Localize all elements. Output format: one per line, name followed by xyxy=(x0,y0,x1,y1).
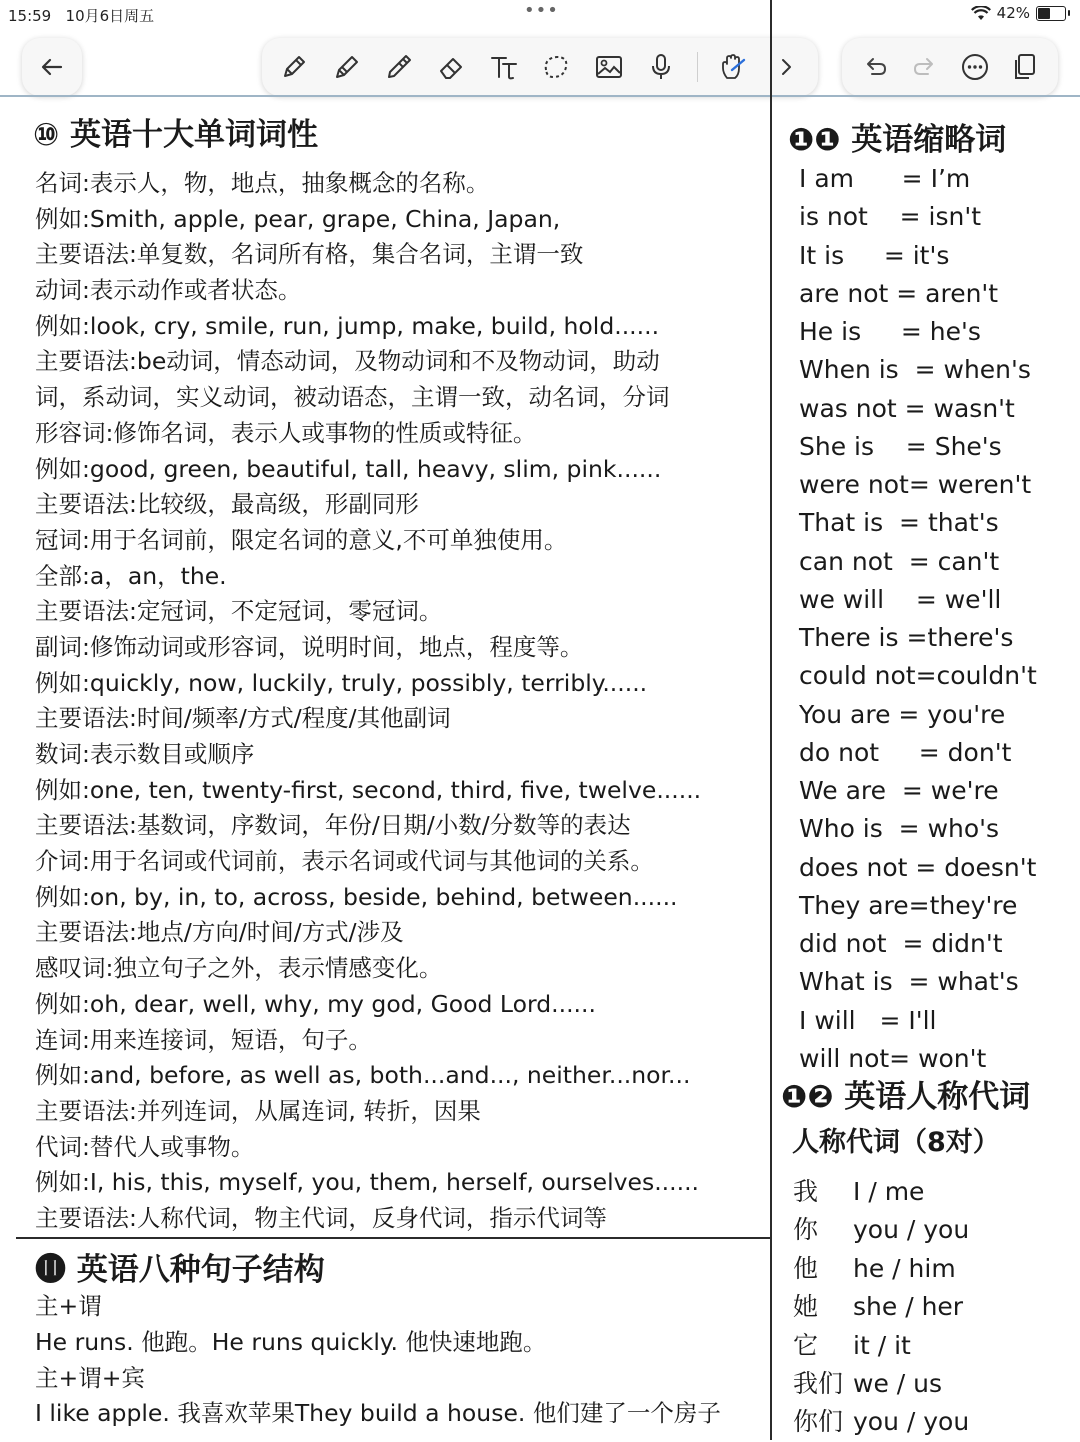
note-line: 主要语法:人称代词，物主代词，反身代词，指示代词等 xyxy=(35,1203,607,1232)
status-right xyxy=(971,4,1070,22)
pronoun-en: he / him xyxy=(853,1253,956,1283)
abbreviation-line: We are = we're xyxy=(799,776,999,805)
more-icon[interactable] xyxy=(958,50,992,84)
pen-icon[interactable] xyxy=(277,50,311,84)
abbreviation-line: could not=couldn't xyxy=(799,661,1037,691)
abbreviation-line: is not = isn't xyxy=(799,202,982,232)
abbreviation-line: What is = what's xyxy=(799,967,1019,997)
note-line: 冠词:用于名词前，限定名词的意义,不可单独使用。 xyxy=(35,525,568,554)
pronoun-en: I / me xyxy=(853,1177,925,1206)
abbreviation-list xyxy=(799,160,1037,1078)
word-class-list xyxy=(35,166,701,1237)
abbreviation-line: Who is = who's xyxy=(799,814,1000,844)
lasso-icon[interactable] xyxy=(539,50,573,84)
abbreviation-line: You are = you're xyxy=(799,699,1006,729)
abbreviation-line: we will = we'll xyxy=(799,584,1002,614)
pronoun-row xyxy=(793,1250,969,1288)
pronoun-subtitle: 人称代词（8对） xyxy=(792,1127,1000,1158)
pronoun-en: it / it xyxy=(853,1330,911,1360)
note-line: 例如:good, green, beautiful, tall, heavy, slim, pink...... xyxy=(35,454,662,483)
marker-icon[interactable] xyxy=(382,50,416,84)
hand-gesture-icon[interactable] xyxy=(716,50,750,84)
note-line: 形容词:修饰名词，表示人或事物的性质或特征。 xyxy=(35,418,537,447)
eraser-icon[interactable] xyxy=(435,50,469,84)
note-line: 动词:表示动作或者状态。 xyxy=(35,276,302,305)
note-line: 主要语法:比较级，最高级，形副同形 xyxy=(35,490,419,519)
top-divider-right xyxy=(772,95,1080,97)
pronoun-row xyxy=(793,1403,969,1441)
tools-pill xyxy=(262,38,818,96)
pencil-icon[interactable] xyxy=(330,50,364,84)
status-time: 15:59 xyxy=(8,7,52,25)
arrow-left-icon[interactable] xyxy=(35,50,69,84)
note-line: 主要语法:地点/方向/时间/方式/涉及 xyxy=(35,918,404,947)
note-line: 主+谓 xyxy=(35,1292,102,1320)
abbreviation-line: were not= weren't xyxy=(799,470,1032,499)
note-line: 例如:oh, dear, well, why, my god, Good Lord...... xyxy=(35,989,596,1018)
multitasking-dots[interactable]: ••• xyxy=(524,0,559,21)
note-line: 词，系动词，实义动词，被动语态，主谓一致，动名词，分词 xyxy=(35,383,670,412)
note-line: He runs. 他跑。He runs quickly. 他快速地跑。 xyxy=(35,1327,547,1356)
toolbar-separator xyxy=(697,52,698,82)
pages-icon[interactable] xyxy=(1008,50,1042,84)
pronoun-row xyxy=(793,1173,969,1211)
note-line: 主要语法:单复数，名词所有格，集合名词，主谓一致 xyxy=(35,240,584,269)
redo-icon[interactable] xyxy=(908,50,942,84)
note-line: 介词:用于名词或代词前，表示名词或代词与其他词的关系。 xyxy=(35,847,654,876)
pronoun-zh: 她 xyxy=(793,1292,819,1322)
note-line: I like apple. 我喜欢苹果They build a house. 他们建了一个房子 xyxy=(35,1399,721,1428)
abbreviation-line: I am = I’m xyxy=(799,164,971,193)
text-tool-icon[interactable] xyxy=(487,50,521,84)
abbreviation-line: can not = can't xyxy=(799,546,1000,576)
pronoun-en: you / you xyxy=(853,1215,970,1245)
pronoun-row xyxy=(793,1288,969,1326)
chevron-right-icon[interactable] xyxy=(769,50,803,84)
note-line: 副词:修饰动词或形容词，说明时间，地点，程度等。 xyxy=(35,632,584,661)
note-line: 例如:on, by, in, to, across, beside, behind, between...... xyxy=(35,882,678,911)
undo-icon[interactable] xyxy=(858,50,892,84)
note-line: 感叹词:独立句子之外，表示情感变化。 xyxy=(35,954,443,983)
abbreviation-line: did not = didn't xyxy=(799,929,1003,958)
status-bar xyxy=(0,0,1080,26)
pronoun-zh: 我们 xyxy=(793,1368,844,1398)
actions-pill xyxy=(842,38,1058,96)
battery-fill xyxy=(1038,8,1050,19)
abbreviation-line: They are=they're xyxy=(799,890,1018,920)
abbreviation-title: ❶❶ 英语缩略词 xyxy=(788,122,1007,158)
note-line: 全部:a，an，the. xyxy=(35,561,227,590)
image-icon[interactable] xyxy=(592,50,626,84)
back-pill xyxy=(22,38,82,96)
note-line: 代词:替代人或事物。 xyxy=(35,1132,255,1161)
status-date: 10月6日周五 xyxy=(65,7,155,25)
pronoun-en: you / you xyxy=(853,1407,970,1437)
note-line: 例如:look, cry, smile, run, jump, make, build, hold...... xyxy=(35,311,660,340)
note-line: 数词:表示数目或顺序 xyxy=(35,740,255,768)
abbreviation-line: It is = it's xyxy=(799,240,950,270)
pronoun-row xyxy=(793,1211,969,1249)
word-class-title: ⑩ 英语十大单词词性 xyxy=(33,117,319,153)
note-line: 连词:用来连接词，短语，句子。 xyxy=(35,1025,372,1054)
top-divider-left xyxy=(0,95,770,97)
microphone-icon[interactable] xyxy=(644,50,678,84)
sentence-structure-title: ⓫ 英语八种句子结构 xyxy=(35,1252,325,1288)
abbreviation-line: was not = wasn't xyxy=(799,393,1015,423)
wifi-icon xyxy=(971,6,991,21)
status-time-date xyxy=(8,5,154,26)
sentence-structure-list xyxy=(35,1289,721,1432)
pronoun-row xyxy=(793,1327,969,1365)
note-line: 例如:and, before, as well as, both...and..., neither...nor... xyxy=(35,1061,691,1090)
abbreviation-line: That is = that's xyxy=(799,508,999,538)
pronoun-zh: 你 xyxy=(793,1215,819,1245)
pronoun-row xyxy=(793,1365,969,1403)
pronoun-list xyxy=(793,1173,969,1442)
abbreviation-line: When is = when's xyxy=(799,355,1031,385)
pronoun-en: she / her xyxy=(853,1292,964,1322)
abbreviation-line: I will = I'll xyxy=(799,1005,937,1035)
battery-icon xyxy=(1036,6,1066,21)
battery-percent: 42% xyxy=(996,4,1030,22)
abbreviation-line: There is =there's xyxy=(799,623,1014,652)
abbreviation-line: does not = doesn't xyxy=(799,852,1037,882)
note-line: 例如:Smith, apple, pear, grape, China, Japan, xyxy=(35,204,561,233)
battery-tip xyxy=(1068,10,1070,16)
note-line: 主要语法:定冠词，不定冠词，零冠词。 xyxy=(35,597,443,626)
pronoun-title: ❶❷ 英语人称代词 xyxy=(781,1079,1031,1115)
section-divider xyxy=(16,1237,770,1239)
column-divider xyxy=(770,0,772,1440)
note-line: 主要语法:be动词，情态动词，及物动词和不及物动词，助动 xyxy=(35,347,660,376)
pronoun-zh: 你们 xyxy=(793,1407,844,1437)
abbreviation-line: are not = aren't xyxy=(799,278,999,308)
note-line: 例如:quickly, now, luckily, truly, possibly, terribly...... xyxy=(35,668,648,697)
pronoun-zh: 他 xyxy=(793,1253,819,1283)
abbreviation-line: will not= won't xyxy=(799,1043,987,1073)
pronoun-en: we / us xyxy=(853,1368,943,1398)
note-line: 名词:表示人，物，地点，抽象概念的名称。 xyxy=(35,169,490,197)
pronoun-zh: 它 xyxy=(793,1330,819,1360)
note-line: 例如:I, his, this, myself, you, them, herself, ourselves...... xyxy=(35,1168,700,1197)
note-line: 主+谓+宾 xyxy=(35,1363,145,1392)
note-line: 主要语法:基数词，序数词，年份/日期/小数/分数等的表达 xyxy=(35,811,631,840)
note-line: 主要语法:时间/频率/方式/程度/其他副词 xyxy=(35,704,451,733)
abbreviation-line: do not = don't xyxy=(799,737,1012,767)
abbreviation-line: He is = he's xyxy=(799,317,981,346)
pronoun-zh: 我 xyxy=(793,1177,819,1206)
note-line: 主要语法:并列连词，从属连词, 转折，因果 xyxy=(35,1096,481,1125)
abbreviation-line: She is = She's xyxy=(799,431,1002,461)
note-line: 例如:one, ten, twenty-first, second, third, five, twelve...... xyxy=(35,775,702,804)
